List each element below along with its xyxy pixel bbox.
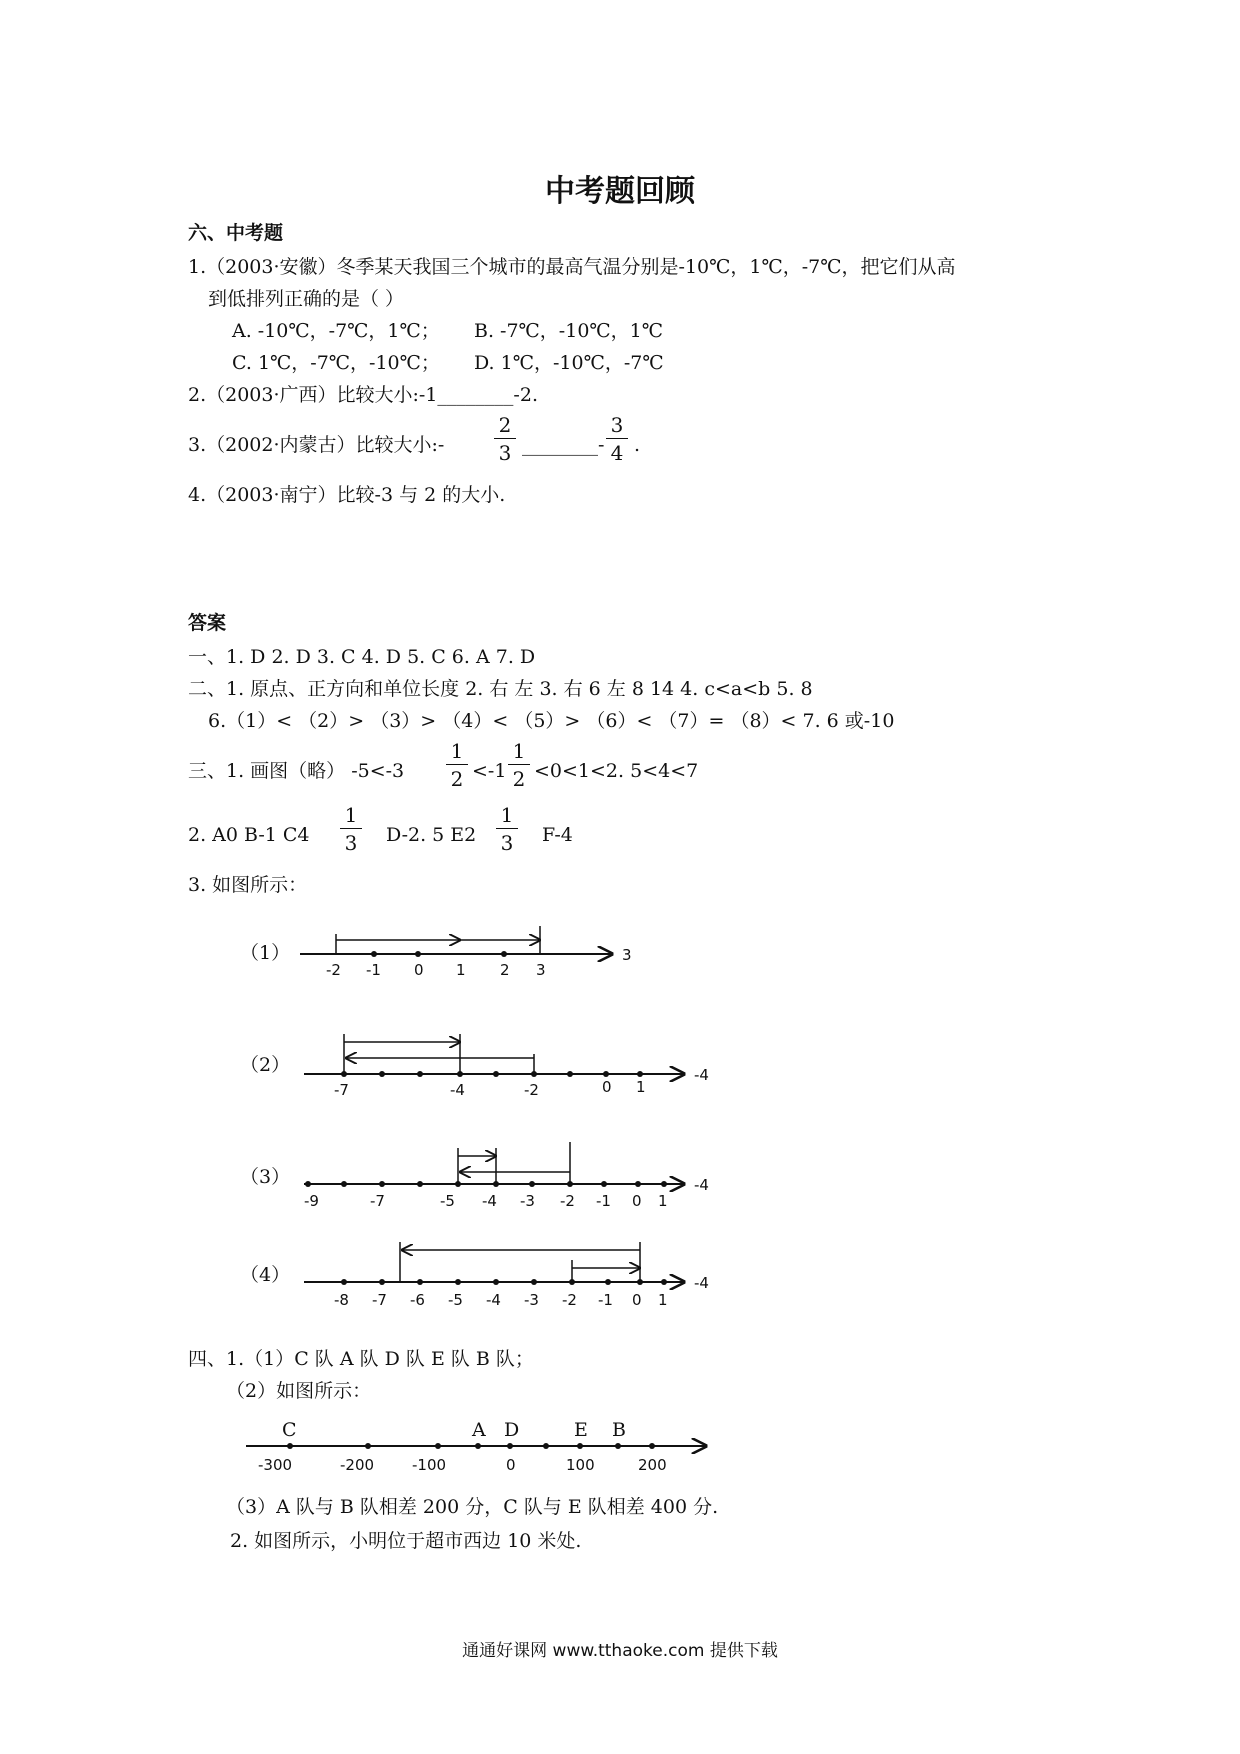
figure-label-1: （1） — [240, 942, 291, 964]
number-line-4 — [304, 1242, 709, 1309]
tick-label: 0 — [632, 1192, 642, 1210]
question-1-option-d: D. 1℃，-10℃，-7℃ — [474, 352, 664, 374]
figure-label-2: （2） — [240, 1054, 291, 1076]
answers-section-3-line-3: 3. 如图所示： — [188, 874, 308, 896]
answers-section-1: 一、1. D 2. D 3. C 4. D 5. C 6. A 7. D — [188, 646, 536, 668]
number-line-2 — [304, 1034, 709, 1099]
tick-label: -300 — [258, 1456, 293, 1474]
tick-label: -2 — [560, 1192, 575, 1210]
tick-label: 1 — [658, 1192, 668, 1210]
tick-label: -4 — [450, 1081, 465, 1099]
tick-label: -7 — [334, 1081, 349, 1099]
team-score-line — [246, 1419, 706, 1474]
tick-label: 100 — [566, 1456, 595, 1474]
tick-label: 0 — [506, 1456, 516, 1474]
fraction-denominator: 4 — [610, 441, 624, 465]
question-4: 4.（2003·南宁）比较-3 与 2 的大小. — [188, 484, 506, 506]
result-label: -4 — [694, 1066, 709, 1084]
fraction-denominator: 3 — [344, 831, 358, 855]
tick-label: -3 — [524, 1291, 539, 1309]
question-1-option-c: C. 1℃，-7℃，-10℃； — [232, 352, 440, 374]
answers-section-3-line-2-a: 2. A0 B-1 C4 — [188, 824, 310, 846]
number-line-1 — [300, 926, 632, 979]
figure-label-4: （4） — [240, 1264, 291, 1286]
tick-label: -5 — [448, 1291, 463, 1309]
answers-section-4-line-3: （3）A 队与 B 队相差 200 分，C 队与 E 队相差 400 分. — [226, 1496, 719, 1518]
fraction-numerator: 1 — [508, 740, 530, 765]
tick-label: 3 — [536, 961, 546, 979]
team-label: A — [472, 1419, 486, 1441]
question-3-blank: ________- — [522, 434, 605, 456]
tick-label: -4 — [486, 1291, 501, 1309]
tick-label: 0 — [602, 1078, 612, 1096]
team-label: C — [282, 1419, 297, 1441]
section-heading: 六、中考题 — [188, 222, 284, 244]
tick-label: -7 — [370, 1192, 385, 1210]
question-1-line-1: 1.（2003·安徽）冬季某天我国三个城市的最高气温分别是-10℃，1℃，-7℃，把它们从高 — [188, 256, 956, 278]
fraction-denominator: 2 — [450, 767, 464, 791]
tick-label: 1 — [636, 1078, 646, 1096]
tick-label: -1 — [366, 961, 381, 979]
result-label: 3 — [622, 946, 632, 964]
answers-section-4-line-4: 2. 如图所示，小明位于超市西边 10 米处. — [230, 1530, 582, 1552]
tick-label: 2 — [500, 961, 510, 979]
question-2: 2.（2003·广西）比较大小:-1________-2. — [188, 384, 538, 406]
fraction-denominator: 3 — [498, 441, 512, 465]
tick-label: -5 — [440, 1192, 455, 1210]
tick-label: -1 — [596, 1192, 611, 1210]
fraction-numerator: 1 — [446, 740, 468, 765]
tick-label: 200 — [638, 1456, 667, 1474]
number-line-3 — [304, 1142, 709, 1210]
team-label: B — [612, 1419, 626, 1441]
tick-label: -7 — [372, 1291, 387, 1309]
answers-section-2-line-1: 二、1. 原点、正方向和单位长度 2. 右 左 3. 右 6 左 8 14 4. c<a<b 5. 8 — [188, 678, 813, 700]
tick-label: -2 — [524, 1081, 539, 1099]
team-label: D — [504, 1419, 520, 1441]
tick-label: -9 — [304, 1192, 319, 1210]
question-3-prefix: 3.（2002·内蒙古）比较大小:- — [188, 434, 445, 456]
question-1-option-a: A. -10℃，-7℃，1℃； — [232, 320, 440, 342]
answers-section-2-line-2: 6.（1）< （2）> （3）> （4）< （5）> （6）< （7）= （8）< 7. 6 或-10 — [208, 710, 895, 732]
tick-label: -4 — [482, 1192, 497, 1210]
fraction-denominator: 3 — [500, 831, 514, 855]
answers-section-3-line-1-b: <-1 — [472, 760, 507, 782]
fraction-numerator: 1 — [496, 804, 518, 829]
question-1-option-b: B. -7℃，-10℃，1℃ — [474, 320, 663, 342]
answers-section-3-line-1-a: 三、1. 画图（略） -5<-3 — [188, 760, 405, 782]
tick-label: 1 — [456, 961, 466, 979]
tick-label: 0 — [414, 961, 424, 979]
answers-section-3-line-2-b: D-2. 5 E2 — [386, 824, 477, 846]
figure-label-3: （3） — [240, 1166, 291, 1188]
tick-label: -8 — [334, 1291, 349, 1309]
fraction-numerator: 2 — [494, 414, 516, 439]
footer-credit: 通通好课网 www.tthaoke.com 提供下载 — [462, 1641, 778, 1661]
answers-section-3-line-1-c: <0<1<2. 5<4<7 — [534, 760, 699, 782]
tick-label: -6 — [410, 1291, 425, 1309]
tick-label: 0 — [632, 1291, 642, 1309]
page-title: 中考题回顾 — [545, 174, 695, 209]
answers-section-4-line-2: （2）如图所示： — [226, 1380, 372, 1402]
answers-heading: 答案 — [188, 612, 227, 634]
question-3-end: . — [634, 434, 641, 456]
team-label: E — [574, 1419, 588, 1441]
tick-label: -2 — [562, 1291, 577, 1309]
result-label: -4 — [694, 1274, 709, 1292]
question-1-line-2: 到低排列正确的是（ ） — [208, 288, 405, 310]
tick-label: -1 — [598, 1291, 613, 1309]
fraction-denominator: 2 — [512, 767, 526, 791]
answers-section-3-line-2-c: F-4 — [542, 824, 573, 846]
tick-label: -3 — [520, 1192, 535, 1210]
result-label: -4 — [694, 1176, 709, 1194]
tick-label: 1 — [658, 1291, 668, 1309]
fraction-numerator: 3 — [606, 414, 628, 439]
tick-label: -200 — [340, 1456, 375, 1474]
fraction-numerator: 1 — [340, 804, 362, 829]
tick-label: -2 — [326, 961, 341, 979]
tick-label: -100 — [412, 1456, 447, 1474]
answers-section-4-line-1: 四、1.（1）C 队 A 队 D 队 E 队 B 队； — [188, 1348, 534, 1370]
